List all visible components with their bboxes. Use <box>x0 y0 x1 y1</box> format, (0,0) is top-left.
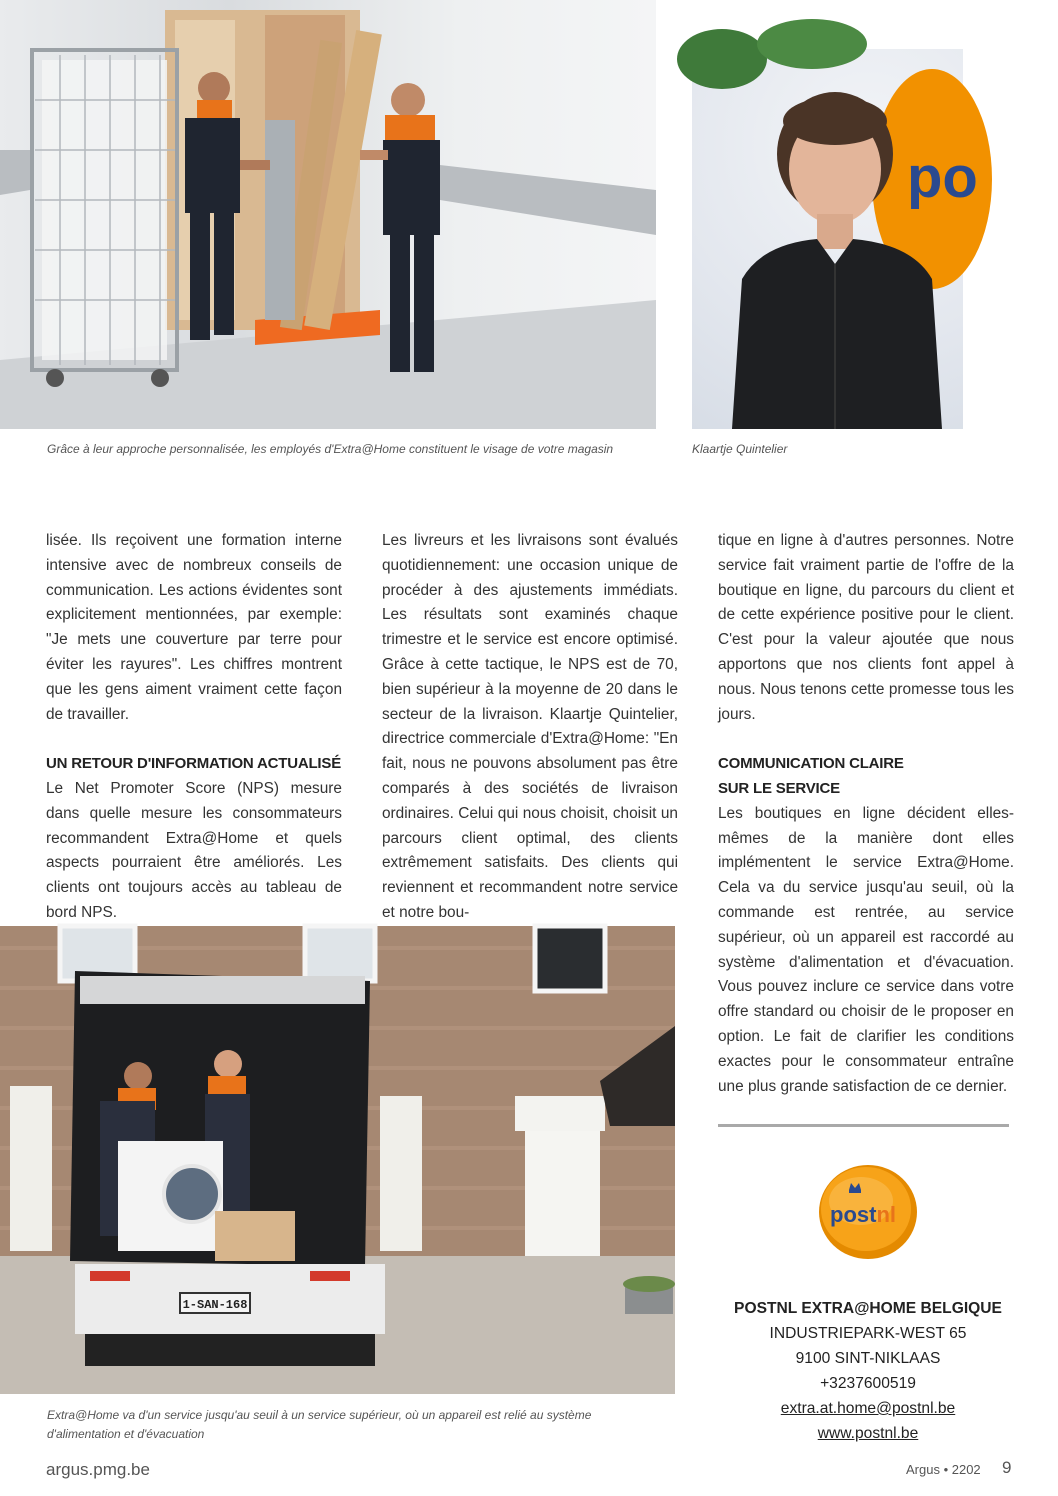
column-2-paragraph-1: Les livreurs et les livraisons sont évalués quotidiennement: une occasion unique de procéder à des ajustements immédiats. Les résultats sont examinés chaque trimestre et le service est encore optimisé. Grâce à cette tactique, le NPS est de 70, bien supérieur à la moyenne de 20 dans le secteur de la livraison. Klaartje Quintelier, directrice commerciale d'Extra@Home: "En fait, nous ne pouvons absolument pas être comparés à des sociétés de livraison ordinaires. Celui qui nous choisit, choisit un parcours client optimal, des clients extrêmement satisfaits. Des clients qui reviennent et recommandent notre service et notre bou- <box>382 532 678 921</box>
column-1-paragraph-1: lisée. Ils reçoivent une formation interne intensive avec de nombreux conseils de communication. Les actions évidentes sont explicitement mentionnées, par exemple: "Je mets une couverture par terre pour éviter les rayures". Les chiffres montrent que les gens aiment vraiment cette façon de travailler. <box>46 532 342 723</box>
logo-text-post: post <box>830 1202 877 1227</box>
svg-text:postnl <box>830 1202 896 1227</box>
phone-number: +3237600519 <box>820 1375 916 1392</box>
page-number: 9 <box>1002 1458 1012 1477</box>
column-1-paragraph-2: Le Net Promoter Score (NPS) mesure dans quelle mesure les consommateurs recommandent Extra@Home et quels aspects pourraient être améliorés. Les clients ont toujours accès au tableau de bord NPS. <box>46 779 342 921</box>
portrait-caption: Klaartje Quintelier <box>692 442 788 456</box>
company-name: POSTNL EXTRA@HOME BELGIQUE <box>734 1300 1002 1317</box>
team-photo-caption: Grâce à leur approche personnalisée, les employés d'Extra@Home constituent le visage de votre magasin <box>47 442 614 456</box>
email-link[interactable]: extra.at.home@postnl.be <box>780 1400 956 1417</box>
delivery-team-photo <box>0 0 656 429</box>
column-3-paragraph-2: Les boutiques en ligne décident elles-mêmes de la manière dont elles implémentent le service Extra@Home. Cela va du service jusqu'au seuil, où la commande est rentrée, au service supérieur, où un appareil est raccordé au système d'alimentation et d'évacuation. Vous pouvez inclure ce service dans votre offre standard ou choisir de le proposer en option. Le fait de clarifier les conditions exactes pour le consommateur entraîne une plus grande satisfaction de ce dernier. <box>718 804 1014 1095</box>
section-heading-communication <box>718 752 1014 802</box>
portrait-illustration <box>692 49 978 429</box>
website-link[interactable]: www.postnl.be <box>817 1425 919 1442</box>
section-heading-feedback: UN RETOUR D'INFORMATION ACTUALISÉ <box>46 755 342 773</box>
van-delivery-photo <box>0 926 675 1394</box>
portrait-backdrop-text: po <box>907 145 978 210</box>
section-divider <box>718 1124 1009 1127</box>
footer-issue: Argus • 2202 <box>906 1462 981 1477</box>
address-city: 9100 SINT-NIKLAAS <box>795 1350 941 1367</box>
section-heading-line-2: SUR LE SERVICE <box>718 779 840 797</box>
van-delivery-illustration <box>0 926 675 1394</box>
column-3 <box>718 529 1014 1099</box>
contact-block <box>718 1296 1018 1446</box>
postnl-logo-graphic <box>817 1163 919 1261</box>
van-photo-caption: Extra@Home va d'un service jusqu'au seuil à un service supérieur, où un appareil est relié au système d'alimentation et d'évacuation <box>47 1408 592 1441</box>
portrait-photo <box>692 49 978 429</box>
delivery-team-illustration <box>0 0 656 429</box>
column-2 <box>382 529 678 926</box>
section-heading-line-1: COMMUNICATION CLAIRE <box>718 755 904 773</box>
column-3-paragraph-1: tique en ligne à d'autres personnes. Notre service fait vraiment partie de l'offre de la boutique en ligne, du parcours du client et de cette expérience positive pour le client. C'est pour la valeur ajoutée que nous apportons que nos clients font appel à nous. Nous tenons cette promesse tous les jours. <box>718 532 1014 723</box>
footer-site-link[interactable]: argus.pmg.be <box>46 1460 150 1479</box>
license-plate: 1-SAN-168 <box>182 1298 248 1312</box>
column-1 <box>46 529 342 926</box>
postnl-logo <box>817 1163 919 1261</box>
logo-text-nl: nl <box>876 1202 897 1227</box>
address-street: INDUSTRIEPARK-WEST 65 <box>769 1325 967 1342</box>
